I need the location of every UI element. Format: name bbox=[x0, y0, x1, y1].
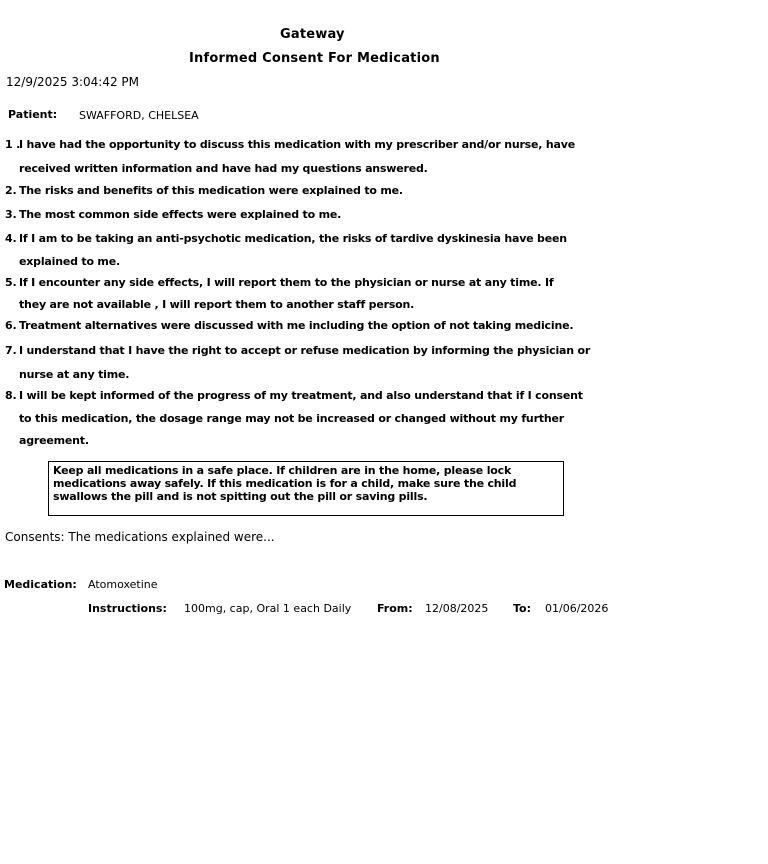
patient-name: SWAFFORD, CHELSEA bbox=[79, 109, 199, 122]
safety-notice-line: medications away safely. If this medication is for a child, make sure the child bbox=[53, 477, 517, 490]
medication-name: Atomoxetine bbox=[88, 578, 158, 591]
safety-notice-line: swallows the pill and is not spitting out the pill or saving pills. bbox=[53, 490, 428, 503]
statement-8-line-2: to this medication, the dosage range may not be increased or changed without my further bbox=[19, 412, 564, 425]
statement-5-line-2: they are not available , I will report them to another staff person. bbox=[19, 298, 415, 311]
document-title: Informed Consent For Medication bbox=[189, 51, 440, 66]
statement-2-num: 2. bbox=[5, 184, 17, 197]
statement-5-line-1: If I encounter any side effects, I will report them to the physician or nurse at any time. If bbox=[19, 276, 554, 289]
to-label: To: bbox=[513, 602, 531, 615]
statement-2-line-1: The risks and benefits of this medication were explained to me. bbox=[19, 184, 403, 197]
org-title: Gateway bbox=[280, 27, 345, 42]
statement-7-line-1: I understand that I have the right to accept or refuse medication by informing the physician or bbox=[19, 344, 591, 357]
instructions-value: 100mg, cap, Oral 1 each Daily bbox=[184, 602, 352, 615]
statement-6-num: 6. bbox=[5, 319, 17, 332]
statement-7-num: 7. bbox=[5, 344, 17, 357]
statement-4-line-2: explained to me. bbox=[19, 255, 120, 268]
statement-8-line-1: I will be kept informed of the progress of my treatment, and also understand that if I consent bbox=[19, 389, 583, 402]
statement-6-line-1: Treatment alternatives were discussed with me including the option of not taking medicine. bbox=[19, 319, 574, 332]
safety-notice-box bbox=[48, 461, 564, 516]
consents-heading: Consents: The medications explained were... bbox=[5, 530, 275, 544]
instructions-label: Instructions: bbox=[88, 602, 167, 615]
to-date: 01/06/2026 bbox=[545, 602, 609, 615]
safety-notice-line: Keep all medications in a safe place. If children are in the home, please lock bbox=[53, 464, 512, 477]
from-date: 12/08/2025 bbox=[425, 602, 489, 615]
medication-label: Medication: bbox=[4, 578, 77, 591]
patient-label: Patient: bbox=[8, 108, 58, 121]
from-label: From: bbox=[377, 602, 413, 615]
statement-7-line-2: nurse at any time. bbox=[19, 368, 130, 381]
statement-4-line-1: If I am to be taking an anti-psychotic medication, the risks of tardive dyskinesia have been bbox=[19, 232, 567, 245]
statement-5-num: 5. bbox=[5, 276, 17, 289]
statement-1-line-2: received written information and have had my questions answered. bbox=[19, 162, 428, 175]
statement-3-line-1: The most common side effects were explained to me. bbox=[19, 208, 342, 221]
statement-1-num: 1 . bbox=[5, 138, 21, 151]
print-timestamp: 12/9/2025 3:04:42 PM bbox=[6, 75, 140, 89]
statement-4-num: 4. bbox=[5, 232, 17, 245]
statement-1-line-1: I have had the opportunity to discuss this medication with my prescriber and/or nurse, have bbox=[19, 138, 575, 151]
statement-3-num: 3. bbox=[5, 208, 17, 221]
statement-8-num: 8. bbox=[5, 389, 17, 402]
statement-8-line-3: agreement. bbox=[19, 434, 89, 447]
